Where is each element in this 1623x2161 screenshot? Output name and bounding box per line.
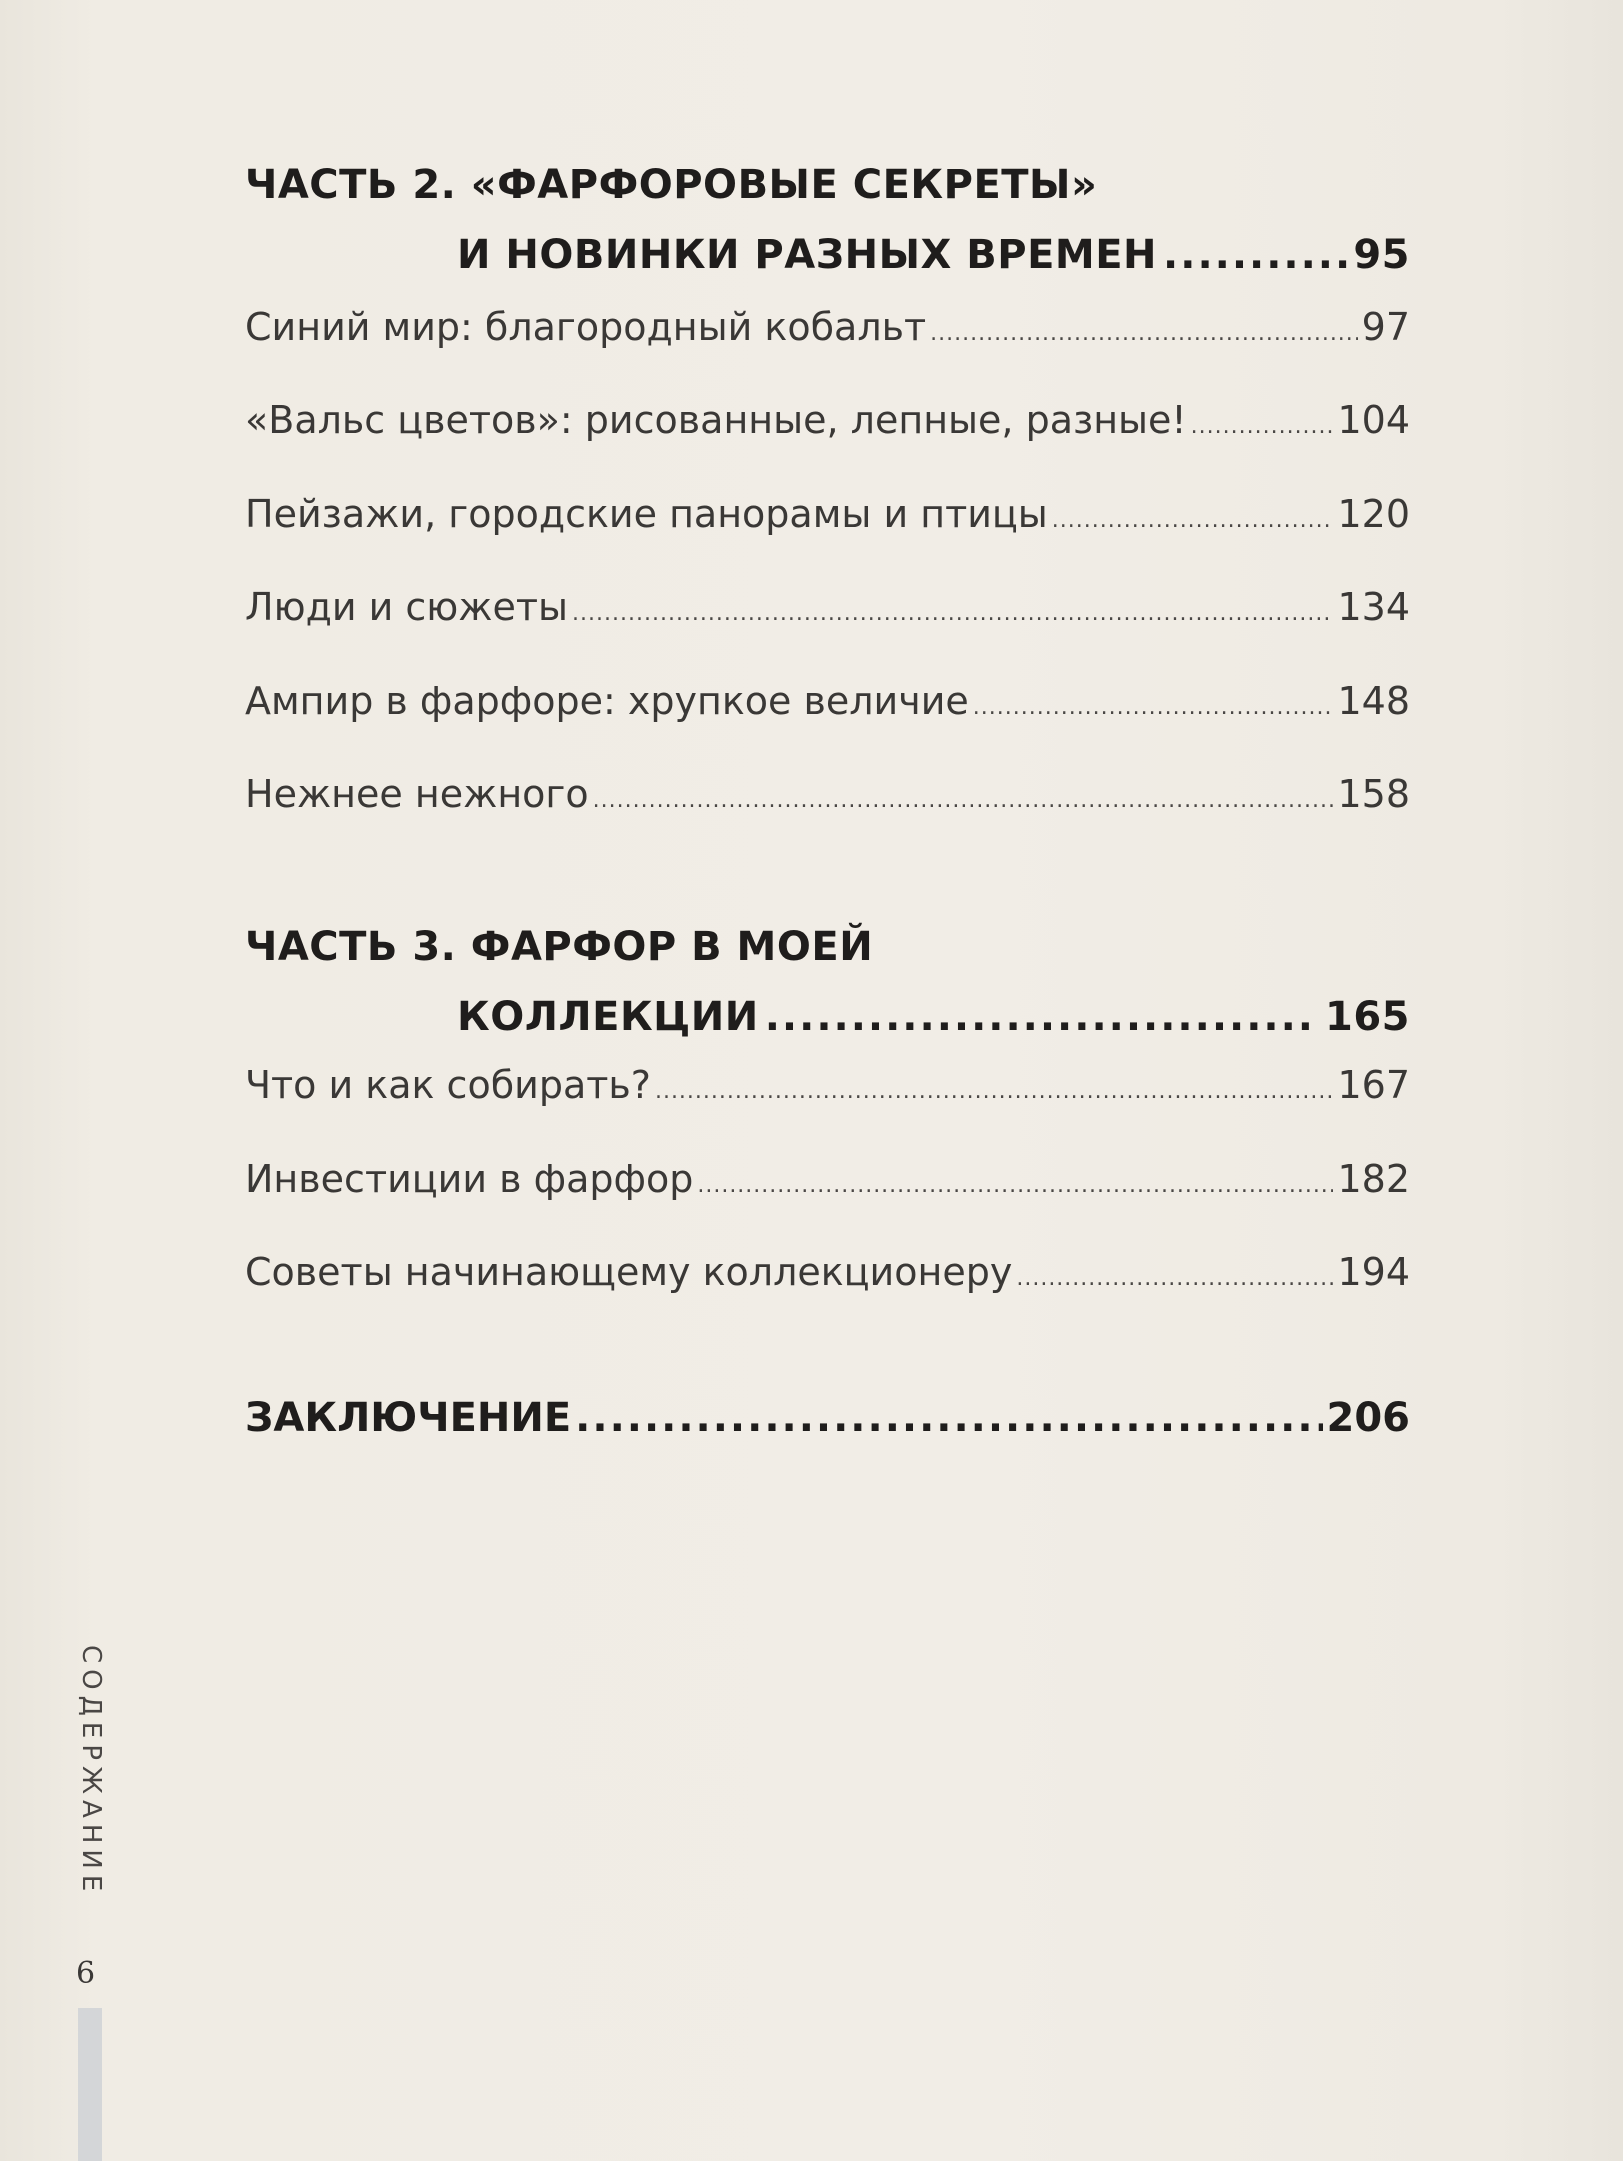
- toc-entry: [245, 305, 1410, 349]
- conclusion-page: 206: [1326, 1395, 1410, 1441]
- dot-leader: [930, 321, 1357, 346]
- part-2-title-line-2-row: [245, 220, 1410, 290]
- dot-leader: [973, 695, 1334, 720]
- dot-leader: [655, 1079, 1334, 1104]
- dot-leader: [575, 1395, 1322, 1441]
- toc-entry-page: 148: [1337, 679, 1410, 723]
- dot-leader: [1163, 220, 1347, 290]
- toc-entry: [245, 585, 1410, 629]
- toc-entry: [245, 679, 1410, 723]
- part-3-heading: [245, 912, 1410, 1052]
- toc-entry-title: Пейзажи, городские панорамы и птицы: [245, 492, 1048, 536]
- toc-entry-title: «Вальс цветов»: рисованные, лепные, разные!: [245, 398, 1187, 442]
- toc-entry-title: Нежнее нежного: [245, 772, 589, 816]
- dot-leader: [765, 982, 1319, 1052]
- toc-entry-page: 182: [1337, 1157, 1410, 1201]
- toc-entry-title: Что и как собирать?: [245, 1063, 651, 1107]
- part-3-title-line-2: КОЛЛЕКЦИИ: [457, 994, 759, 1040]
- toc-entry: [245, 492, 1410, 536]
- toc-entry-page: 97: [1361, 305, 1410, 349]
- part-2-title-line-1: ЧАСТЬ 2. «ФАРФОРОВЫЕ СЕКРЕТЫ»: [245, 162, 1098, 208]
- dot-leader: [1016, 1266, 1333, 1291]
- dot-leader: [572, 601, 1333, 626]
- running-section-label: СОДЕРЖАНИЕ: [76, 1645, 106, 1898]
- toc-entry-page: 158: [1337, 772, 1410, 816]
- dot-leader: [1191, 414, 1334, 439]
- toc-entry-title: Советы начинающему коллекционеру: [245, 1250, 1013, 1294]
- page-edge-bar: [78, 2008, 102, 2161]
- dot-leader: [593, 788, 1334, 813]
- toc-entry: [245, 1063, 1410, 1107]
- toc-entry: [245, 772, 1410, 816]
- part-2-heading: [245, 150, 1410, 290]
- part-2-page-number: 95: [1353, 232, 1410, 278]
- dot-leader: [1052, 508, 1334, 533]
- toc-entry-title: Ампир в фарфоре: хрупкое величие: [245, 679, 969, 723]
- toc-entry: [245, 398, 1410, 442]
- toc-entry: [245, 1250, 1410, 1294]
- toc-entry-page: 167: [1337, 1063, 1410, 1107]
- part-3-page-number: 165: [1325, 994, 1410, 1040]
- conclusion-title: ЗАКЛЮЧЕНИЕ: [245, 1395, 572, 1441]
- part-2-title-line-2: И НОВИНКИ РАЗНЫХ ВРЕМЕН: [457, 232, 1158, 278]
- toc-entry-page: 194: [1337, 1250, 1410, 1294]
- toc-entry-page: 134: [1337, 585, 1410, 629]
- page-number: 6: [76, 1956, 96, 1991]
- toc-entry-page: 104: [1337, 398, 1410, 442]
- part-3-title-line-2-row: [245, 982, 1410, 1052]
- dot-leader: [697, 1173, 1333, 1198]
- toc-entry: [245, 1157, 1410, 1201]
- toc-entry-title: Синий мир: благородный кобальт: [245, 305, 927, 349]
- toc-entry-title: Люди и сюжеты: [245, 585, 569, 629]
- part-3-title-line-1: ЧАСТЬ 3. ФАРФОР В МОЕЙ: [245, 924, 874, 970]
- toc-entry-title: Инвестиции в фарфор: [245, 1157, 694, 1201]
- toc-entry-page: 120: [1337, 492, 1410, 536]
- conclusion-entry: [245, 1395, 1410, 1441]
